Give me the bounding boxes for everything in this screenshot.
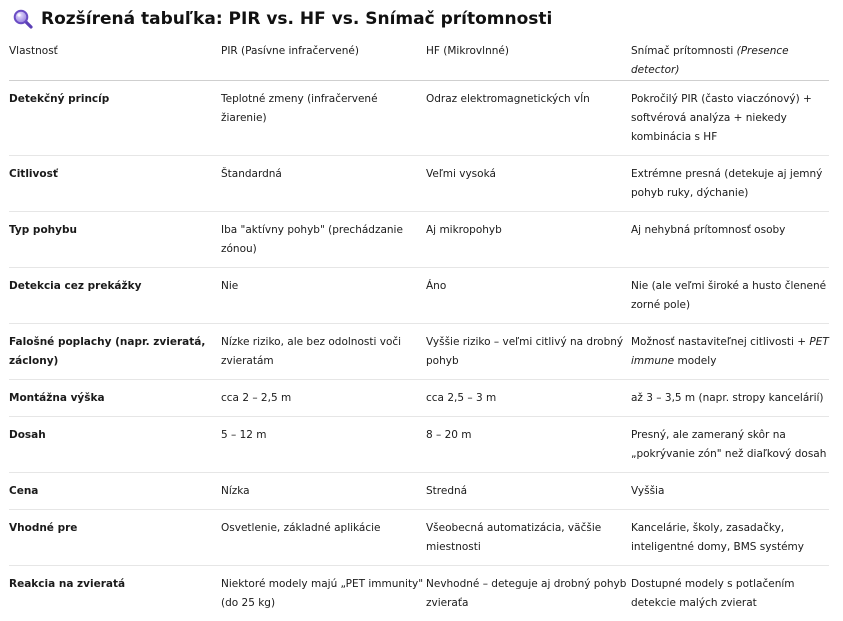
cell-pir: Iba "aktívny pohyb" (prechádzanie zónou) [221,212,426,268]
table-row [9,417,829,473]
table-row [9,566,829,621]
cell-presence: Extrémne presná (detekuje aj jemný pohyb ruky, dýchanie) [631,156,829,212]
header-presence-main: Snímač prítomnosti [631,45,737,57]
row-property: Montážna výška [9,380,221,417]
row-property: Cena [9,473,221,510]
table-row [9,81,829,156]
table-row [9,156,829,212]
row-property: Vhodné pre [9,510,221,566]
header-pir: PIR (Pasívne infračervené) [221,38,426,81]
cell-hf: Odraz elektromagnetických vĺn [426,81,631,156]
row-property: Detekcia cez prekážky [9,268,221,324]
cell-pir: Nízka [221,473,426,510]
table-row [9,510,829,566]
header-hf: HF (Mikrovlnné) [426,38,631,81]
cell-hf: Veľmi vysoká [426,156,631,212]
row-property: Citlivosť [9,156,221,212]
table-row [9,212,829,268]
table-row [9,380,829,417]
cell-pir: 5 – 12 m [221,417,426,473]
cell-presence: Nie (ale veľmi široké a husto členené zorné pole) [631,268,829,324]
cell-hf: Aj mikropohyb [426,212,631,268]
cell-pir: Teplotné zmeny (infračervené žiarenie) [221,81,426,156]
cell-presence-text-end: modely [674,355,716,367]
cell-presence: až 3 – 3,5 m (napr. stropy kancelárií) [631,380,829,417]
cell-pir: Niektoré modely majú „PET immunity" (do 25 kg) [221,566,426,621]
cell-presence-em: PET immune [631,336,829,367]
cell-pir: Nie [221,268,426,324]
cell-presence: Aj nehybná prítomnosť osoby [631,212,829,268]
table-row [9,473,829,510]
header-presence [631,38,829,81]
row-property: Typ pohybu [9,212,221,268]
cell-hf: cca 2,5 – 3 m [426,380,631,417]
row-property: Detekčný princíp [9,81,221,156]
cell-hf: 8 – 20 m [426,417,631,473]
cell-pir: cca 2 – 2,5 m [221,380,426,417]
header-property: Vlastnosť [9,38,221,81]
cell-presence: Dostupné modely s potlačením detekcie malých zvierat [631,566,829,621]
cell-presence: Presný, ale zameraný skôr na „pokrývanie zón" než diaľkový dosah [631,417,829,473]
table-row [9,268,829,324]
table-row [9,324,829,380]
row-property: Falošné poplachy (napr. zvieratá, záclony) [9,324,221,380]
table-header-row [9,38,829,81]
cell-hf: Nevhodné – deteguje aj drobný pohyb zvieraťa [426,566,631,621]
cell-hf: Všeobecná automatizácia, väčšie miestnosti [426,510,631,566]
cell-hf: Áno [426,268,631,324]
magnifying-glass-icon [13,9,33,29]
page-title [13,6,552,32]
cell-presence: Pokročilý PIR (často viaczónový) + softvérová analýza + niekedy kombinácia s HF [631,81,829,156]
cell-hf: Stredná [426,473,631,510]
cell-pir: Štandardná [221,156,426,212]
cell-hf: Vyššie riziko – veľmi citlivý na drobný pohyb [426,324,631,380]
cell-presence: Vyššia [631,473,829,510]
row-property: Reakcia na zvieratá [9,566,221,621]
cell-pir: Nízke riziko, ale bez odolnosti voči zvieratám [221,324,426,380]
cell-pir: Osvetlenie, základné aplikácie [221,510,426,566]
header-presence-em: (Presence detector) [631,45,789,76]
comparison-table [9,38,829,621]
row-property: Dosah [9,417,221,473]
cell-presence: Kancelárie, školy, zasadačky, inteligentné domy, BMS systémy [631,510,829,566]
cell-presence [631,324,829,380]
title-text: Rozšírená tabuľka: PIR vs. HF vs. Snímač prítomnosti [41,9,552,29]
cell-presence-text: Možnosť nastaviteľnej citlivosti + [631,336,809,348]
